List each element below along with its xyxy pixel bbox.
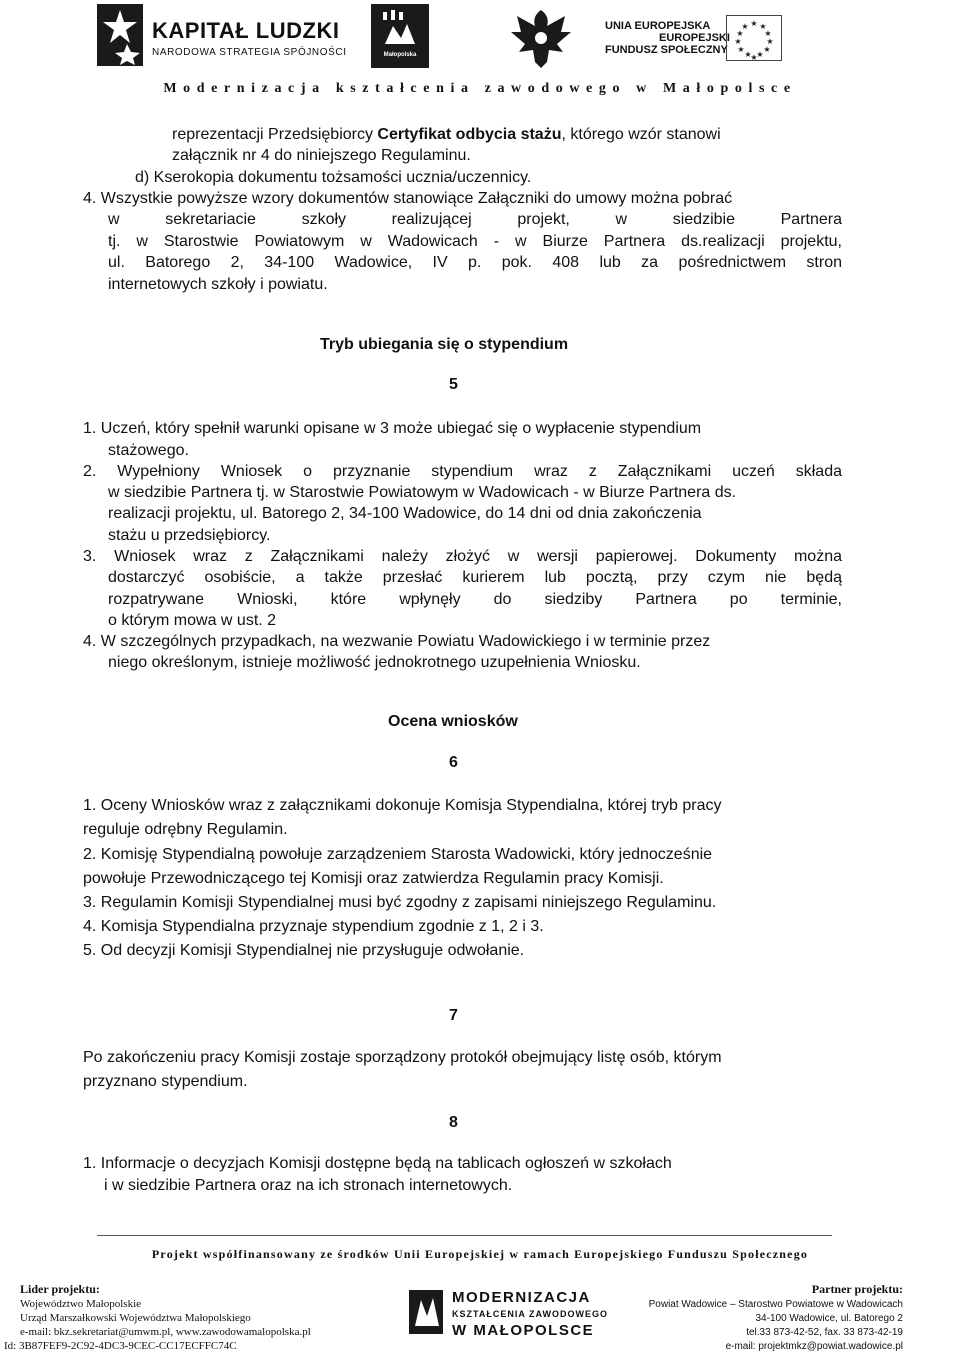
svg-text:★: ★ <box>736 29 744 38</box>
text-line: realizacji projektu, ul. Batorego 2, 34-100 Wadowice, do 14 dni od dnia zakończenia <box>108 505 702 522</box>
text-line: 4. W szczególnych przypadkach, na wezwanie Powiatu Wadowickiego i w terminie przez <box>83 633 711 650</box>
modernizacja-subtitle: KSZTAŁCENIA ZAWODOWEGO <box>452 1309 608 1319</box>
eagle-icon <box>505 2 577 74</box>
malopolska-emblem-icon <box>371 4 429 54</box>
text-line: 3. Regulamin Komisji Stypendialnej musi być zgodny z zapisami niniejszego Regulaminu. <box>83 894 717 911</box>
text-line: 5. Od decyzji Komisji Stypendialnej nie przysługuje odwołanie. <box>83 942 525 959</box>
text-line: i w siedzibie Partnera oraz na ich stronach internetowych. <box>104 1177 513 1194</box>
text-line: internetowych szkoły i powiatu. <box>108 276 328 293</box>
partner-line: 34-100 Wadowice, ul. Batorego 2 <box>755 1313 903 1324</box>
text-line: ul. Batorego 2, 34-100 Wadowice, IV p. pok. 408 lub za pośrednictwem stron <box>108 254 842 271</box>
text-line: rozpatrywane Wnioski, które wpłynęły do siedziby Partnera po terminie, <box>108 591 842 608</box>
svg-text:★: ★ <box>759 22 767 31</box>
leader-line: Urząd Marszałkowski Województwa Małopolskiego <box>20 1312 251 1324</box>
modernizacja-emblem-icon <box>407 1286 447 1338</box>
header-banner: Modernizacja kształcenia zawodowego w Małopolsce <box>163 81 797 96</box>
text-line: załącznik nr 4 do niniejszego Regulaminu. <box>172 147 471 164</box>
malopolska-label: Małopolska <box>383 52 417 58</box>
svg-text:★: ★ <box>734 37 742 46</box>
leader-label: Lider projektu: <box>20 1282 100 1296</box>
kapital-ludzki-logo <box>97 4 143 66</box>
svg-text:★: ★ <box>741 22 749 31</box>
footer-divider <box>97 1235 832 1236</box>
section-number: 6 <box>449 754 458 771</box>
section-number: 5 <box>449 376 458 393</box>
text-line: 2. Komisję Stypendialną powołuje zarządzeniem Starosta Wadowicki, który jednocześnie <box>83 846 713 863</box>
text-line: Po zakończeniu pracy Komisji zostaje sporządzony protokół obejmujący listę osób, którym <box>83 1049 722 1066</box>
eu-flag <box>726 15 782 61</box>
text-line: stażu u przedsiębiorcy. <box>108 527 271 544</box>
kapital-ludzki-emblem-icon <box>97 4 143 66</box>
text-line: stażowego. <box>108 442 189 459</box>
leader-line: e-mail: bkz.sekretariat@umwm.pl, www.zawodowamalopolska.pl <box>20 1326 311 1338</box>
kapital-ludzki-title: KAPITAŁ LUDZKI <box>152 18 340 43</box>
svg-text:★: ★ <box>766 37 774 46</box>
modernizacja-logo <box>407 1286 447 1343</box>
eu-line-2: EUROPEJSKI <box>659 32 730 44</box>
text-line: o którym mowa w ust. 2 <box>108 612 277 629</box>
svg-text:★: ★ <box>750 19 758 28</box>
text-line: reprezentacji Przedsiębiorcy Certyfikat odbycia stażu, którego wzór stanowi <box>172 126 721 143</box>
leader-line: Województwo Małopolskie <box>20 1298 142 1310</box>
eu-line-1: UNIA EUROPEJSKA <box>605 20 711 32</box>
text-line: powołuje Przewodniczącego tej Komisji oraz zatwierdza Regulamin pracy Komisji. <box>83 870 664 887</box>
partner-line: Powiat Wadowice – Starostwo Powiatowe w Wadowicach <box>648 1299 903 1310</box>
svg-text:★: ★ <box>744 50 752 59</box>
modernizacja-title: MODERNIZACJA <box>452 1289 591 1306</box>
eu-stars-icon <box>727 16 781 60</box>
eu-line-3: FUNDUSZ SPOŁECZNY <box>605 44 728 56</box>
eu-text-block <box>605 20 730 56</box>
eagle-emblem <box>505 2 577 74</box>
text-line: 4. Komisja Stypendialna przyznaje stypendium zgodnie z 1, 2 i 3. <box>83 918 544 935</box>
kapital-ludzki-subtitle: NARODOWA STRATEGIA SPÓJNOŚCI <box>152 47 347 58</box>
svg-text:★: ★ <box>750 53 758 60</box>
text-line: tj. w Starostwie Powiatowym w Wadowicach - w Biurze Partnera ds.realizacji projektu, <box>108 233 842 250</box>
text-line: przyznano stypendium. <box>83 1073 248 1090</box>
svg-text:★: ★ <box>763 45 771 54</box>
footer-project-line: Projekt współfinansowany ze środków Unii Europejskiej w ramach Europejskiego Funduszu Społecznego <box>151 1247 809 1261</box>
document-id: Id: 3B87FEF9-2C92-4DC3-9CEC-CC17ECFFC74C <box>4 1340 237 1352</box>
modernizacja-region: W MAŁOPOLSCE <box>452 1322 595 1339</box>
svg-text:★: ★ <box>764 29 772 38</box>
svg-text:★: ★ <box>737 45 745 54</box>
text-line: 1. Informacje o decyzjach Komisji dostępne będą na tablicach ogłoszeń w szkołach <box>83 1155 672 1172</box>
text-line: 2. Wypełniony Wniosek o przyznanie stypendium wraz z Załącznikami uczeń składa <box>83 463 842 480</box>
text-line: reguluje odrębny Regulamin. <box>83 821 288 838</box>
text-line: d) Kserokopia dokumentu tożsamości ucznia/uczennicy. <box>135 169 532 186</box>
section-number: 7 <box>449 1007 458 1024</box>
text-line: 1. Oceny Wniosków wraz z załącznikami dokonuje Komisja Stypendialna, której tryb pracy <box>83 797 722 814</box>
svg-text:★: ★ <box>756 50 764 59</box>
text-line: 3. Wniosek wraz z Załącznikami należy złożyć w wersji papierowej. Dokumenty można <box>83 548 842 565</box>
section-number: 8 <box>449 1114 458 1131</box>
partner-line: e-mail: projektmkz@powiat.wadowice.pl <box>725 1341 903 1352</box>
text-line: w siedzibie Partnera tj. w Starostwie Powiatowym w Wadowicach - w Biurze Partnera ds. <box>108 484 737 501</box>
text-line: 4. Wszystkie powyższe wzory dokumentów stanowiące Załączniki do umowy można pobrać <box>83 190 733 207</box>
malopolska-logo <box>371 4 429 68</box>
text-line: dostarczyć osobiście, a także przesłać kurierem lub pocztą, przy czym nie będą <box>108 569 842 586</box>
partner-line: tel.33 873-42-52, fax. 33 873-42-19 <box>746 1327 903 1338</box>
text-line: niego określonym, istnieje możliwość jednokrotnego uzupełnienia Wniosku. <box>108 654 641 671</box>
partner-label: Partner projektu: <box>811 1282 903 1296</box>
section-heading: Ocena wniosków <box>388 713 518 730</box>
section-heading: Tryb ubiegania się o stypendium <box>320 336 569 353</box>
text-line: w sekretariacie szkoły realizującej projekt, w siedzibie Partnera <box>108 211 842 228</box>
text-line: 1. Uczeń, który spełnił warunki opisane w 3 może ubiegać się o wypłacenie stypendium <box>83 420 702 437</box>
